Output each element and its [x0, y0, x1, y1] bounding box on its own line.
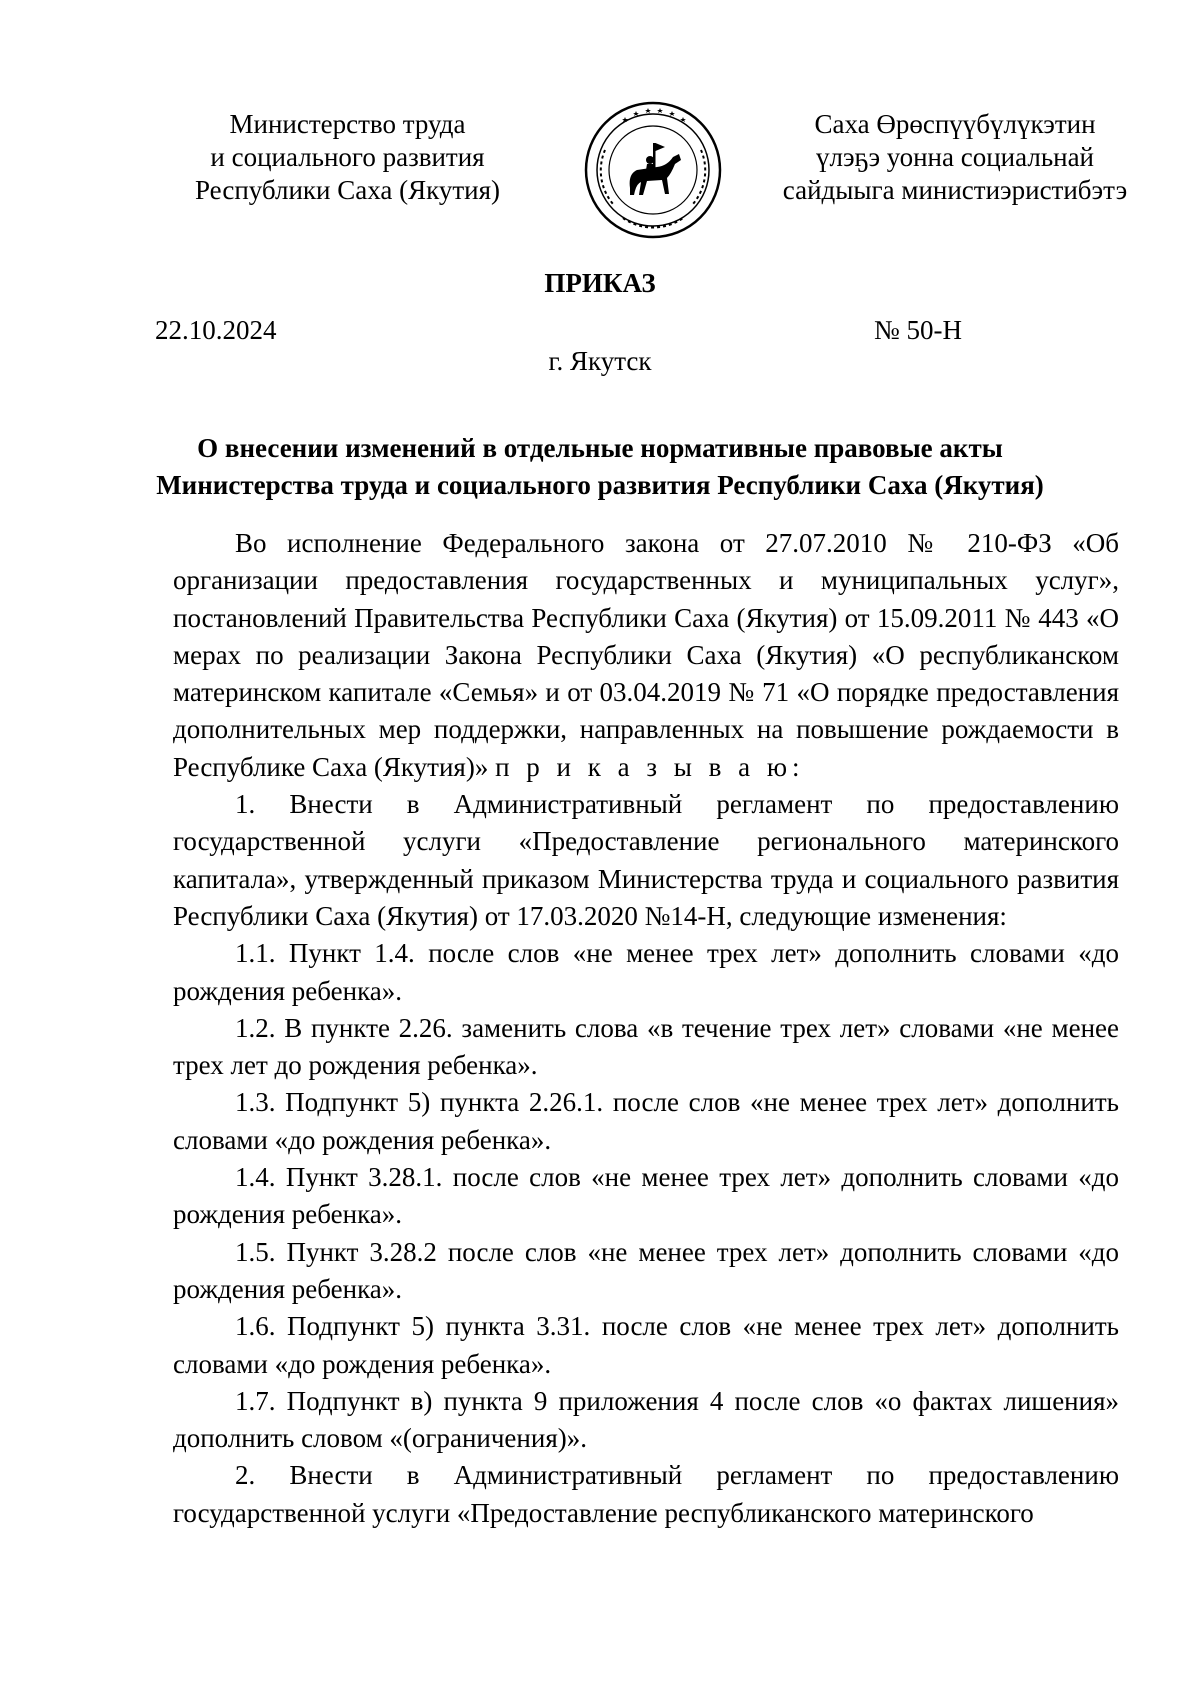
ministry-name-line: үлэҕэ уонна социальнай [815, 142, 1095, 172]
item-paragraph: 1.1. Пункт 1.4. после слов «не менее трех лет» дополнить словами «до рождения ребенка». [173, 938, 1119, 1006]
document-subject [0, 430, 1200, 504]
item-paragraph: 1.3. Подпункт 5) пункта 2.26.1. после слов «не менее трех лет» дополнить словами «до рождения ребенка». [173, 1087, 1119, 1155]
ministry-name-yakut [770, 108, 1140, 207]
ministry-name-line: Саха Өрөспүүбүлүкэтин [814, 109, 1096, 139]
order-word: п р и к а з ы в а ю: [495, 751, 805, 782]
ministry-name-line: Республики Саха (Якутия) [195, 175, 500, 205]
item-paragraph: 1.2. В пункте 2.26. заменить слова «в течение трех лет» словами «не менее трех лет до рождения ребенка». [173, 1012, 1119, 1081]
intro-paragraph [173, 525, 1119, 786]
subject-line: Министерства труда и социального развития Республики Саха (Якутия) [156, 470, 1044, 500]
ministry-name-line: сайдыыга министиэристибэтэ [782, 175, 1128, 205]
document-type-title: ПРИКАЗ [544, 268, 656, 298]
item-paragraph: 1.4. Пункт 3.28.1. после слов «не менее трех лет» дополнить словами «до рождения ребенка». [173, 1162, 1119, 1230]
ministry-name-line: и социального развития [210, 142, 485, 172]
document-city: г. Якутск [548, 346, 652, 376]
coat-of-arms-icon [583, 100, 723, 240]
document-body [173, 525, 1119, 1532]
item-paragraph: 1.7. Подпункт в) пункта 9 приложения 4 после слов «о фактах лишения» дополнить словом «(ограничения)». [173, 1385, 1119, 1454]
subject-line: О внесении изменений в отдельные нормативные правовые акты [197, 433, 1003, 463]
ministry-name-russian [170, 108, 525, 207]
intro-text: Во исполнение Федерального закона от 27.07.2010 № 210-ФЗ «Об организации предоставления государственных и муниципальных услуг», постановлений Правительства Республики Саха (Якутия) от 15.09.2011 № 443 «О мерах по реализации Закона Республики Саха (Якутия) «О республиканском материнском капитале «Семья» и от 03.04.2019 № 71 «О порядке предоставления дополнительных мер поддержки, направленных на повышение рождаемости в Республике Саха (Якутия)» [173, 528, 1119, 782]
item-paragraph: 1.5. Пункт 3.28.2 после слов «не менее трех лет» дополнить словами «до рождения ребенка». [173, 1236, 1119, 1304]
item-paragraph: 1. Внести в Административный регламент по предоставлению государственной услуги «Предоставление регионального материнского капитала», утвержденный приказом Министерства труда и социального развития Республики Саха (Якутия) от 17.03.2020 №14-Н, следующие изменения: [173, 789, 1119, 931]
ministry-name-line: Министерство труда [229, 109, 466, 139]
item-paragraph: 1.6. Подпункт 5) пункта 3.31. после слов «не менее трех лет» дополнить словами «до рождения ребенка». [173, 1311, 1119, 1379]
item-paragraph: 2. Внести в Административный регламент по предоставлению государственной услуги «Предоставление республиканского материнского [173, 1460, 1119, 1528]
document-date: 22.10.2024 [155, 315, 277, 345]
document-number: № 50-Н [874, 315, 963, 345]
